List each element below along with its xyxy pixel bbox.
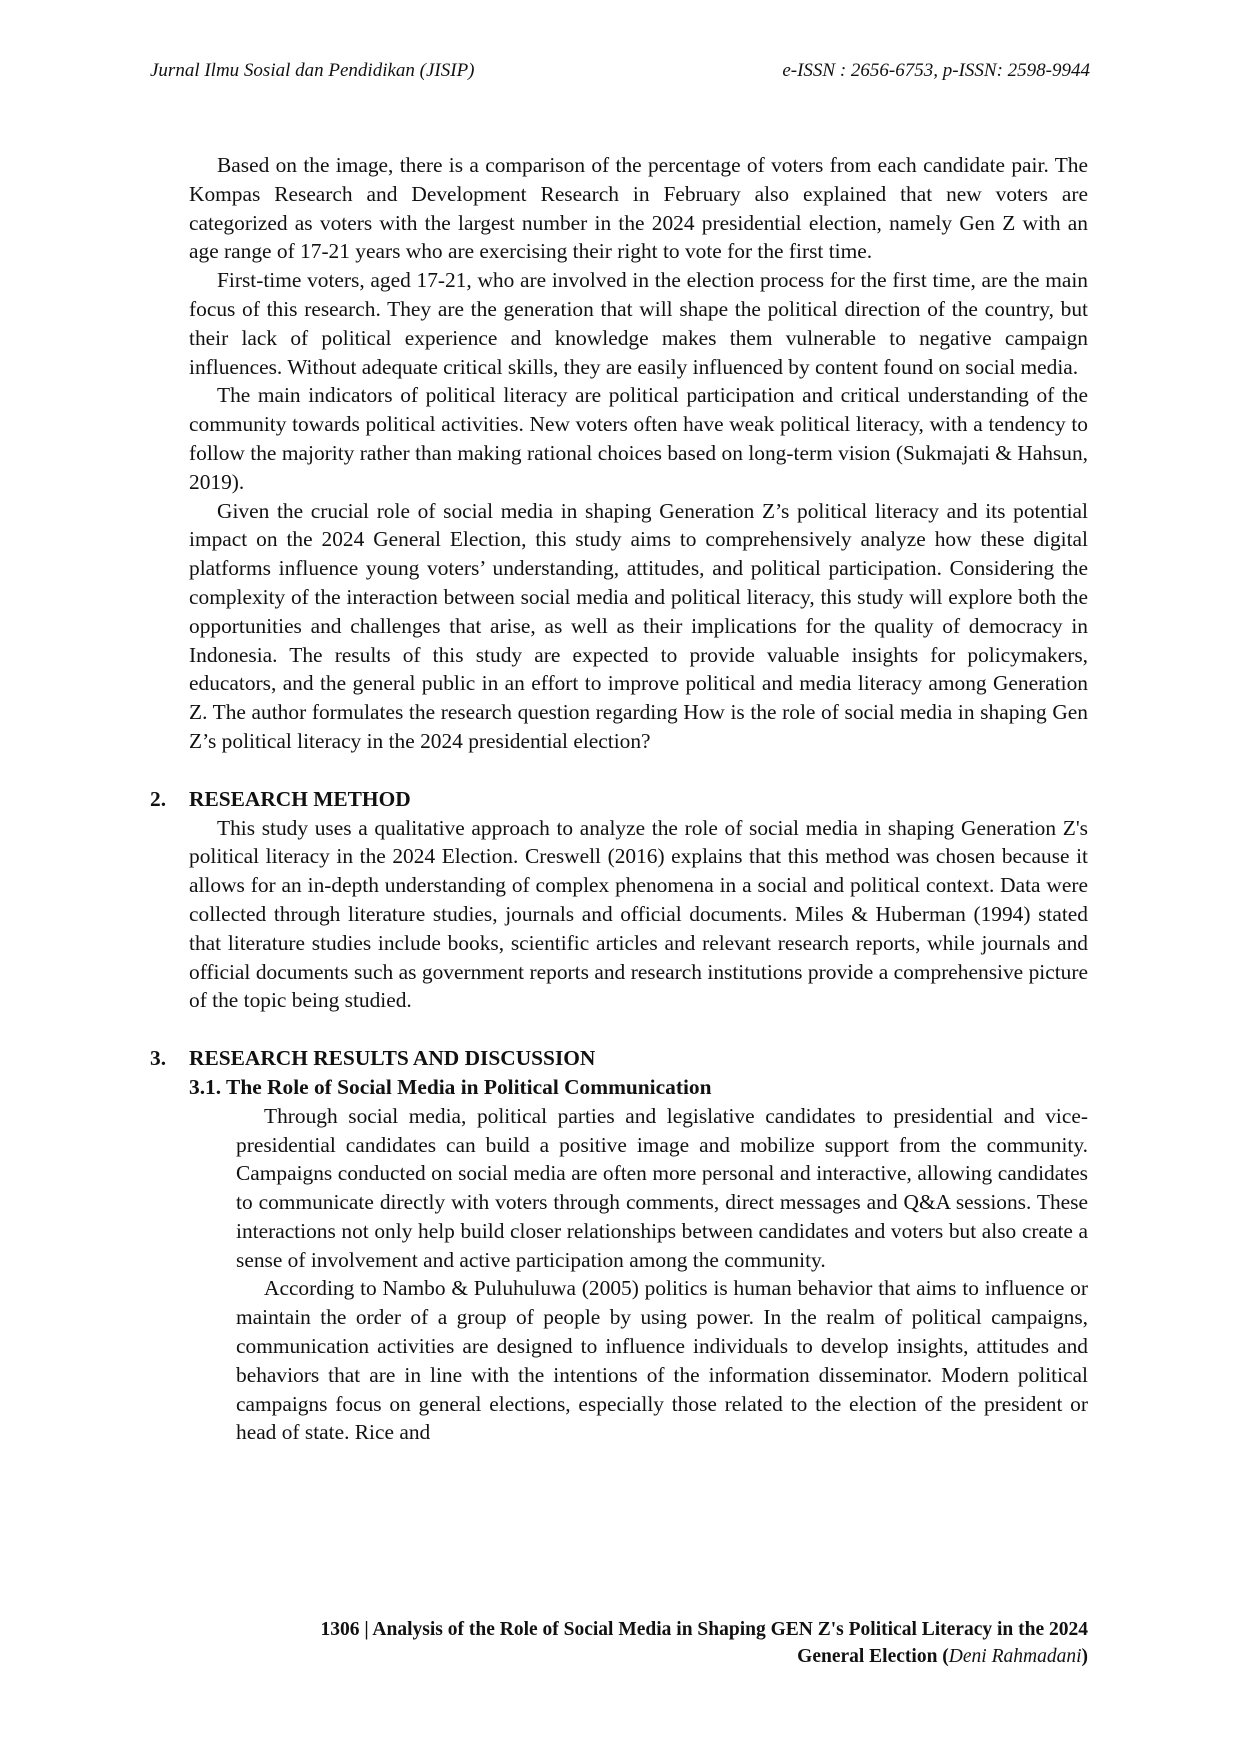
footer-author: Deni Rahmadani bbox=[948, 1646, 1082, 1667]
body-paragraph: According to Nambo & Puluhuluwa (2005) politics is human behavior that aims to influence or maintain the order of a group of people by using power. In the realm of political campaigns, communication activities are designed to influence individuals to develop insights, attitudes and behaviors that are in line with the intentions of the information disseminator. Modern political campaigns focus on general elections, especially those related to the election of the president or head of state. Rice and bbox=[236, 1276, 1088, 1445]
section-number: 2. bbox=[150, 786, 167, 811]
body-paragraph: First-time voters, aged 17-21, who are involved in the election process for the first time, are the main focus of this research. They are the generation that will shape the political direction of the country, but their lack of political experience and knowledge makes them vulnerable to negative campaign influences. Without adequate critical skills, they are easily influenced by content found on social media. bbox=[189, 268, 1088, 379]
article-body bbox=[150, 151, 1088, 1447]
body-paragraph: The main indicators of political literacy are political participation and critical understanding of the community towards political activities. New voters often have weak political literacy, with a tendency to follow the majority rather than making rational choices based on long-term vision (Sukmajati & Hahsun, 2019). bbox=[189, 383, 1088, 494]
section-heading-method bbox=[150, 785, 1088, 814]
body-paragraph: Through social media, political parties and legislative candidates to presidential and vice-presidential candidates can build a positive image and mobilize support from the community. Campaigns conducted on social media are often more personal and interactive, allowing candidates to communicate directly with voters through comments, direct messages and Q&A sessions. These interactions not only help build closer relationships between candidates and voters but also create a sense of involvement and active participation among the community. bbox=[236, 1103, 1088, 1272]
section-title: RESEARCH RESULTS AND DISCUSSION bbox=[189, 1046, 596, 1071]
body-paragraph: Given the crucial role of social media in shaping Generation Z’s political literacy and its potential impact on the 2024 General Election, this study aims to comprehensively analyze how these digital platforms influence young voters’ understanding, attitudes, and political participation. Considering the complexity of the interaction between social media and political literacy, this study will explore both the opportunities and challenges that arise, as well as their implications for the quality of democracy in Indonesia. The results of this study are expected to provide valuable insights for policymakers, educators, and the general public in an effort to improve political and media literacy among Generation Z. The author formulates the research question regarding How is the role of social media in shaping Gen Z’s political literacy in the 2024 presidential election? bbox=[189, 498, 1088, 753]
journal-title: Jurnal Ilmu Sosial dan Pendidikan (JISIP) bbox=[150, 60, 475, 81]
footer-title-end: General Election ( bbox=[797, 1646, 949, 1667]
footer-title-line: 1306 | Analysis of the Role of Social Media in Shaping GEN Z's Political Literacy in the 2024 bbox=[320, 1619, 1088, 1640]
running-footer bbox=[189, 1616, 1088, 1670]
issn-info: e-ISSN : 2656-6753, p-ISSN: 2598-9944 bbox=[782, 60, 1090, 81]
body-paragraph: This study uses a qualitative approach to analyze the role of social media in shaping Generation Z's political literacy in the 2024 Election. Creswell (2016) explains that this method was chosen because it allows for an in-depth understanding of complex phenomena in a social and political context. Data were collected through literature studies, journals and official documents. Miles & Huberman (1994) stated that literature studies include books, scientific articles and relevant research reports, while journals and official documents such as government reports and research institutions provide a comprehensive picture of the topic being studied. bbox=[189, 815, 1088, 1013]
footer-close-paren: ) bbox=[1081, 1646, 1088, 1667]
running-header bbox=[150, 60, 1090, 88]
body-paragraph: Based on the image, there is a comparison of the percentage of voters from each candidate pair. The Kompas Research and Development Research in February also explained that new voters are categorized as voters with the largest number in the 2024 presidential election, namely Gen Z with an age range of 17-21 years who are exercising their right to vote for the first time. bbox=[189, 153, 1088, 264]
section-number: 3. bbox=[150, 1046, 167, 1071]
footer-title-line-2 bbox=[189, 1643, 1088, 1670]
subsection-heading: 3.1. The Role of Social Media in Political Communication bbox=[189, 1074, 712, 1099]
section-title: RESEARCH METHOD bbox=[189, 786, 411, 811]
section-heading-results bbox=[150, 1044, 1088, 1073]
subsection-body bbox=[236, 1102, 1088, 1448]
